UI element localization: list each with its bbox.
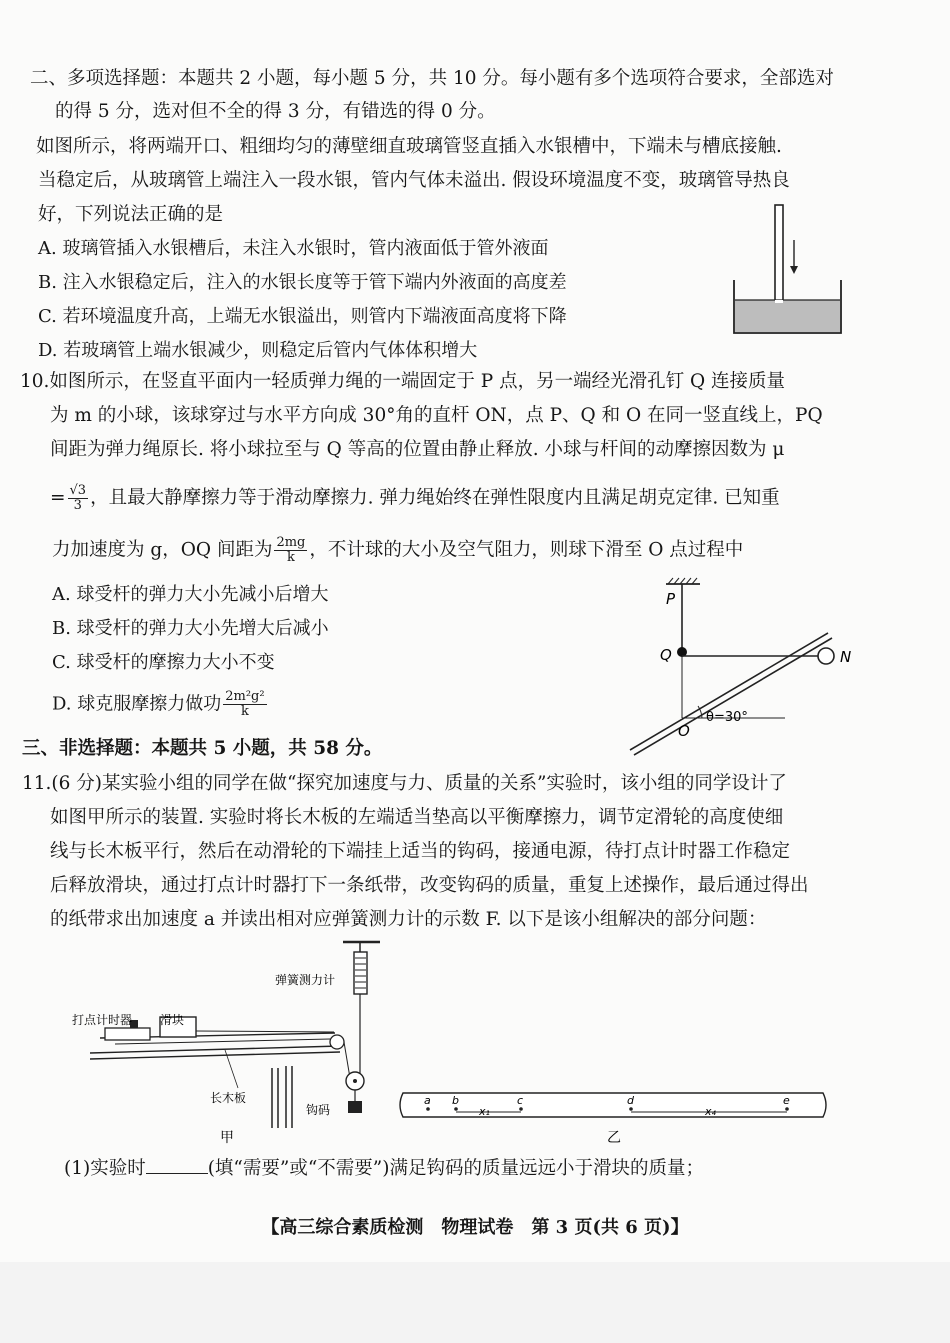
q10-option-a: A. 球受杆的弹力大小先减小后增大 bbox=[52, 584, 329, 605]
section2-title-cont: 的得 5 分，选对但不全的得 3 分，有错选的得 0 分。 bbox=[55, 101, 496, 122]
q10-line5b: ，不计球的大小及空气阻力，则球下滑至 O 点过程中 bbox=[309, 539, 744, 561]
q10-optd-num: 2m²g² bbox=[225, 689, 265, 704]
tape-label-x4: x₄ bbox=[705, 1105, 716, 1118]
fig-label-slider: 滑块 bbox=[160, 1013, 185, 1027]
q11-line1: (6 分)某实验小组的同学在做“探究加速度与力、质量的关系”实验时，该小组的同学设计了 bbox=[51, 773, 787, 794]
q11-sub1-b: (填“需要”或“不需要”)满足钩码的质量远远小于滑块的质量； bbox=[207, 1158, 704, 1179]
q9-option-c: C. 若环境温度升高，上端无水银溢出，则管内下端液面高度将下降 bbox=[38, 306, 567, 327]
q11-sub1-blank bbox=[146, 1155, 208, 1174]
q11-line3: 线与长木板平行，然后在动滑轮的下端挂上适当的钩码，接通电源，待打点计时器工作稳定 bbox=[50, 841, 791, 862]
q9-line2: 当稳定后，从玻璃管上端注入一段水银，管内气体未溢出. 假设环境温度不变，玻璃管导热良 bbox=[38, 170, 790, 191]
q10-fig-label-o: O bbox=[678, 722, 690, 740]
q11-line5: 的纸带求出加速度 a 并读出相对应弹簧测力计的示数 F. 以下是该小组解决的部分问题： bbox=[50, 909, 767, 930]
q10-option-b: B. 球受杆的弹力大小先增大后减小 bbox=[52, 618, 329, 639]
fig-label-board: 长木板 bbox=[210, 1091, 247, 1105]
fig-caption-yi: 乙 bbox=[607, 1130, 621, 1146]
q10-fig-angle: θ=30° bbox=[706, 710, 748, 725]
tape-label-c: c bbox=[517, 1094, 524, 1107]
q10-mu-fraction bbox=[68, 484, 89, 513]
q10-line2: 为 m 的小球，该球穿过与水平方向成 30°角的直杆 ON，点 P、Q 和 O 在同一竖直线上，PQ bbox=[50, 405, 823, 426]
q10-mu-num: √3 bbox=[69, 483, 87, 498]
q9-line3: 好，下列说法正确的是 bbox=[38, 204, 224, 225]
q10-option-c: C. 球受杆的摩擦力大小不变 bbox=[52, 652, 275, 673]
q10-option-d: D. 球克服摩擦力做功 bbox=[52, 693, 222, 715]
tape-label-x1: x₁ bbox=[479, 1105, 490, 1118]
fig-label-spring-scale: 弹簧测力计 bbox=[275, 973, 336, 987]
q10-line1-row bbox=[20, 370, 785, 394]
q10-fig-label-q: Q bbox=[660, 646, 672, 664]
q9-option-a: A. 玻璃管插入水银槽后，未注入水银时，管内液面低于管外液面 bbox=[38, 238, 549, 259]
q9-tube-figure bbox=[728, 200, 848, 340]
q9-option-b: B. 注入水银稳定后，注入的水银长度等于管下端内外液面的高度差 bbox=[38, 272, 567, 293]
q10-oq-den: k bbox=[286, 550, 295, 565]
q10-optd-den: k bbox=[240, 704, 249, 719]
q10-fig-label-n: N bbox=[840, 648, 852, 666]
q10-line5-row bbox=[52, 536, 743, 565]
q10-fig-label-p: P bbox=[666, 590, 676, 608]
fig-caption-jia: 甲 bbox=[220, 1130, 234, 1146]
q10-mu-eq: = bbox=[50, 487, 66, 509]
q10-mu-den: 3 bbox=[73, 498, 82, 513]
q11-line2: 如图甲所示的装置. 实验时将长木板的左端适当垫高以平衡摩擦力，调节定滑轮的高度使细 bbox=[50, 807, 784, 828]
section3-title: 三、非选择题：本题共 5 小题，共 58 分。 bbox=[22, 738, 383, 759]
q11-line4: 后释放滑块，通过打点计时器打下一条纸带，改变钩码的质量，重复上述操作，最后通过得出 bbox=[50, 875, 809, 896]
page-footer: 【高三综合素质检测 物理试卷 第 3 页(共 6 页)】 bbox=[261, 1217, 689, 1238]
q10-line1: 如图所示，在竖直平面内一轻质弹力绳的一端固定于 P 点，另一端经光滑孔钉 Q 连接质量 bbox=[49, 371, 786, 392]
q10-option-d-row bbox=[52, 690, 269, 719]
q10-number: 10. bbox=[20, 371, 50, 392]
q11-sub1-row bbox=[64, 1155, 704, 1181]
q11-number: 11. bbox=[22, 773, 52, 794]
page-bottom-margin bbox=[0, 1262, 950, 1343]
q10-line3: 间距为弹力绳原长. 将小球拉至与 Q 等高的位置由静止释放. 小球与杆间的动摩擦因数为 μ bbox=[50, 439, 785, 460]
q10-optd-fraction bbox=[223, 690, 266, 719]
section2-title: 二、多项选择题：本题共 2 小题，每小题 5 分，共 10 分。每小题有多个选项符合要求，全部选对 bbox=[30, 68, 834, 89]
q10-oq-fraction bbox=[274, 536, 307, 565]
tape-label-d: d bbox=[627, 1094, 634, 1107]
q10-line4: ，且最大静摩擦力等于滑动摩擦力. 弹力绳始终在弹性限度内且满足胡克定律. 已知重 bbox=[90, 487, 780, 509]
q11-apparatus-figure bbox=[60, 938, 400, 1150]
tape-label-b: b bbox=[452, 1094, 459, 1107]
q10-line4-row bbox=[50, 484, 780, 513]
q10-rod-figure bbox=[620, 578, 850, 758]
q11-line1-row bbox=[22, 772, 787, 796]
q11-tape-figure bbox=[395, 1085, 835, 1147]
q9-option-d: D. 若玻璃管上端水银减少，则稳定后管内气体体积增大 bbox=[38, 340, 478, 361]
q9-line1: 如图所示，将两端开口、粗细均匀的薄壁细直玻璃管竖直插入水银槽中，下端未与槽底接触. bbox=[36, 136, 782, 157]
tape-label-e: e bbox=[783, 1094, 790, 1107]
tape-label-a: a bbox=[424, 1094, 431, 1107]
q10-line5a: 力加速度为 g，OQ 间距为 bbox=[52, 539, 273, 561]
q10-oq-num: 2mg bbox=[276, 535, 306, 550]
fig-label-timer: 打点计时器 bbox=[72, 1013, 133, 1027]
fig-label-hook: 钩码 bbox=[306, 1103, 331, 1117]
q11-sub1-a: (1)实验时 bbox=[64, 1158, 146, 1179]
